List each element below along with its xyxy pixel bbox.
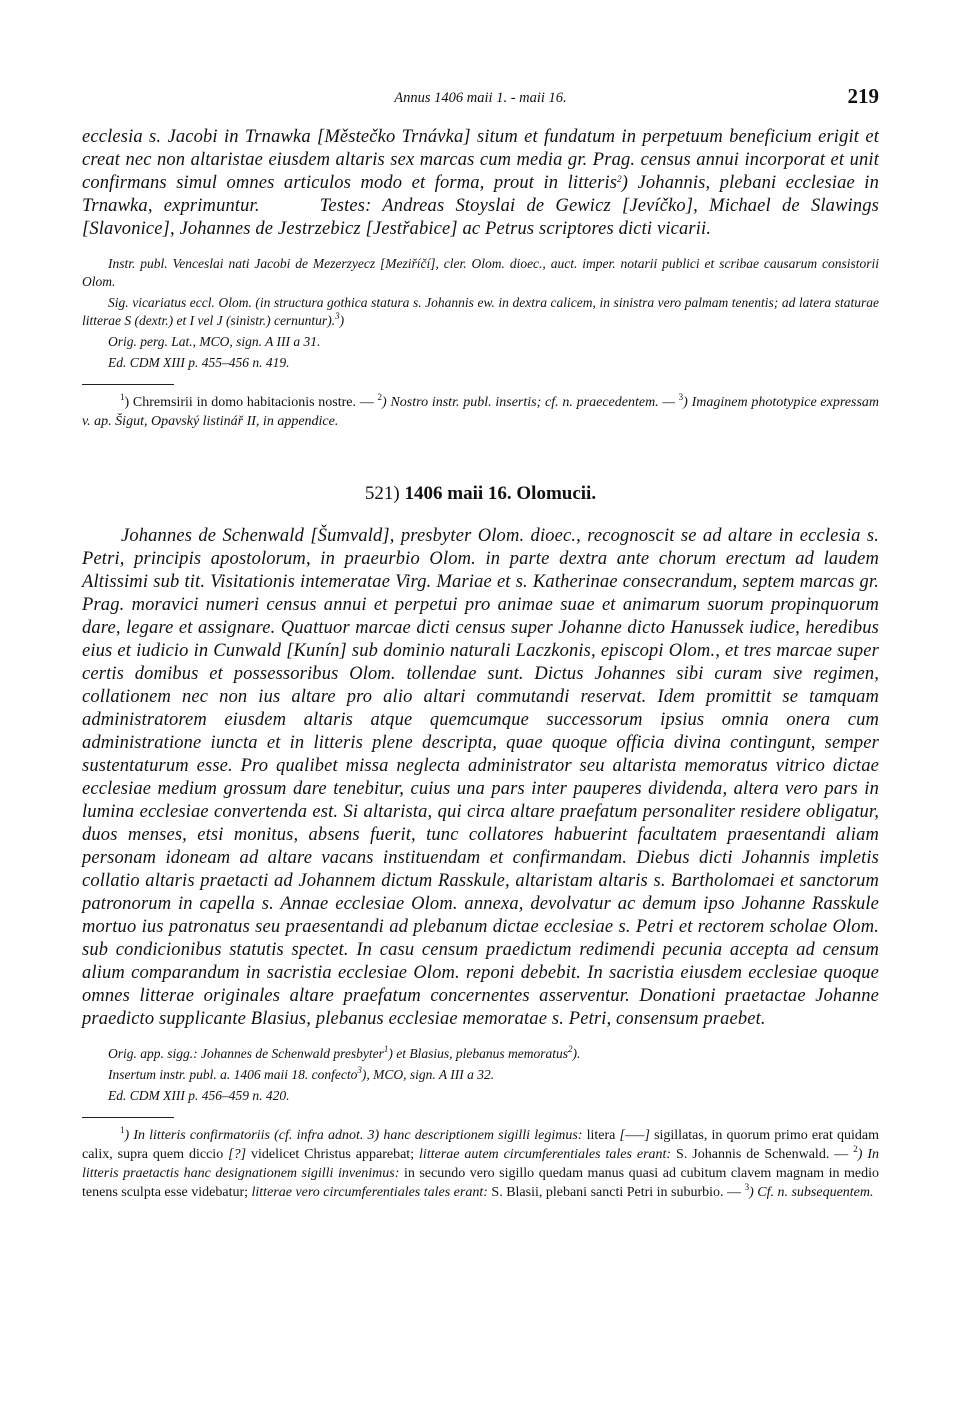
document-521-notes: [82, 1045, 879, 1105]
document-521-body: Johannes de Schenwald [Šumvald], presbyter Olom. dioec., recognoscit se ad altare in ecclesia s. Petri, principis apostolorum, in praeurbio Olom. in parte dextra ante chorum erectum ad laudem Altissimi sub tit. Visitationis intemeratae Virg. Mariae et s. Katherinae consecrandum, septem marcas gr. Prag. moravici numeri census annui et perpetui pro animae suae et animarum suorum propinquorum dare, legare et assignare. Quattuor marcae dicti census super Johanne dicto Hanussek iudice, heredibus eius et iudicio in Cunwald [Kunín] sub dominio naturali Laczkonis, episcopi Olom., et tres marcae super certis domibus et possessoribus Olom. tollendae sunt. Dictus Johannes sibi curam sive regimen, collationem nec non ius altare pro alio altari commutandi reservat. Idem promittit se tamquam administratorem eiusdem altaris atque quemcumque successorum ipsius omnia onera cum administratione iuncta et in litteris plene descripta, quae quoque officia divina contingunt, semper sustentaturum esse. Pro qualibet missa neglecta administrator seu altarista memoratus vitrico dictae ecclesiae medium grossum dare tenebitur, cuius una pars inter pauperes dividenda, altera vero pars in lumina ecclesiae convertenda est. Si altarista, qui circa altare praefatum personaliter residere obligatur, duos menses, etsi monitus, absens fuerit, tunc collatores habuerint facultatem praesentandi aliam personam idoneam ad altare vacans instituendam et confirmandam. Diebus dicti Johannis impletis collatio altaris praetacti ad Johannem dictum Rasskule, altaristam altaris s. Bartholomaei et sanctorum patronorum in capella s. Annae ecclesiae Olom. annexa, devolvatur ac demum ipso Johanne Rasskule mortuo ius patronatus seu praesentandi ad plebanum dictae ecclesiae s. Petri et rectorem scholae Olom. sub condicionibus statutis spectet. In casu censum praedictum redimendi pecunia accepta ad censum alium comparandum in sacristia ecclesiae Olom. reponi debebit. In sacristia eiusdem ecclesiae quoque omnes litterae originales altare praefatum concernentes asserventur. Donationi praetactae Johanne praedicto supplicante Blasius, plebanus ecclesiae memoratae s. Petri, consensum praebet.: [82, 526, 879, 1029]
note-text: ), MCO, sign. A III a 32.: [361, 1067, 495, 1082]
note-text: ) et Blasius, plebanus memoratus: [388, 1046, 568, 1061]
footnote-marker: 3: [678, 392, 684, 402]
witnesses-text: Testes: Andreas Stoyslai de Gewicz [Jevíčko], Michael de Slawings [Slavonice], Johannes de Jestrzebicz [Jestřabice] ac Petrus scriptores dicti vicarii.: [82, 196, 879, 239]
footnote-ref: 2: [567, 1044, 573, 1054]
footnote-2-text: ) In litteris praetactis hanc designationem sigilli invenimus:: [82, 1147, 880, 1181]
footnote-3: ) Imaginem phototypice expressam v. ap. Šigut, Opavský listinář II, in appendice.: [82, 395, 879, 429]
footnote-marker: 2: [377, 392, 383, 402]
note-text: ).: [572, 1046, 581, 1061]
footnote-1-lacuna: [—–]: [619, 1128, 650, 1143]
document-date-place: 1406 maii 16. Olomucii.: [404, 483, 597, 504]
footnote-2-quote: S. Blasii, plebani sancti Petri in suburbio. —: [487, 1185, 745, 1200]
footnote-1-quote: litera: [582, 1128, 620, 1143]
note-seal: [82, 294, 879, 330]
footnote-ref: 3: [357, 1065, 362, 1075]
footnote-divider: [82, 384, 174, 385]
footnote-2-quote: in secundo vero sigillo quedam manus quasi ad cubitum clavem magnam in medio tenens sculpta esse videbatur;: [82, 1166, 879, 1200]
footnote-1: ) Chremsirii in domo habitacionis nostre. —: [124, 395, 374, 410]
text-segment: ) Johannis, plebani ecclesiae in Trnawka, exprimuntur.: [82, 173, 879, 216]
text-segment: ecclesia s. Jacobi in Trnawka [Městečko Trnávka] situm et fundatum in perpetuum beneficium erigit et creat nec non altaristae eiusdem altaris sex marcas cum media gr. Prag. census annui incorporat et unit confirmans simul omnes articulos modo et forma, prout in litteris: [82, 127, 879, 193]
document-520-notes: [82, 255, 879, 372]
footnote-1-quote: sigillatas, in quorum primo erat quidam calix, supra quem diccio: [82, 1128, 879, 1162]
footnote-marker: 2: [853, 1144, 858, 1154]
footnote-1-uncertain: [?]: [228, 1147, 247, 1162]
note-text: Insertum instr. publ. a. 1406 maii 18. confecto: [108, 1067, 358, 1082]
footnote-1-quote: S. Johannis de Schenwald. —: [671, 1147, 854, 1162]
footnote-2: ) Nostro instr. publ. insertis; cf. n. praecedentem. —: [382, 395, 675, 410]
running-head: [82, 84, 879, 112]
footnote-2-text: litterae vero circumferentiales tales erant:: [251, 1185, 488, 1200]
document-number: 521): [364, 483, 400, 504]
footnote-3-text: ) Cf. n. subsequentem.: [749, 1185, 874, 1200]
document-page: [82, 84, 879, 1202]
note-original: [82, 1045, 879, 1063]
footnote-ref: 3: [335, 311, 340, 321]
document-521-heading: [82, 483, 879, 505]
footnotes-521: [82, 1126, 879, 1202]
footnote-ref: 1: [383, 1044, 389, 1054]
footnote-divider: [82, 1117, 174, 1118]
note-instrument: Instr. publ. Venceslai nati Jacobi de Mezerzyecz [Meziříčí], cler. Olom. dioec., auct. imper. notarii publici et scribae causarum consistorii Olom.: [82, 256, 879, 289]
note-original: Orig. perg. Lat., MCO, sign. A III a 31.: [108, 334, 321, 349]
document-520-continuation: [82, 126, 879, 241]
footnote-ref: 2: [617, 174, 622, 184]
note-edition: Ed. CDM XIII p. 455–456 n. 419.: [108, 355, 290, 370]
footnote-1-text: ) In litteris confirmatoriis (cf. infra adnot. 3) hanc descriptionem sigilli legimus:: [124, 1128, 583, 1143]
footnote-marker: 3: [744, 1182, 750, 1192]
note-edition: Ed. CDM XIII p. 456–459 n. 420.: [108, 1088, 290, 1103]
running-title: Annus 1406 maii 1. - maii 16.: [394, 90, 567, 106]
note-seal-end: ): [339, 313, 345, 328]
note-seal-text: Sig. vicariatus eccl. Olom. (in structura gothica statura s. Johannis ew. in dextra calicem, in sinistra vero palmam tenentis; ad latera staturae litterae S (dextr.) et I vel J (sinistr.) cernuntur).: [82, 295, 879, 328]
footnote-marker: 1: [120, 392, 125, 402]
footnote-1-quote: videlicet Christus apparebat;: [246, 1147, 420, 1162]
footnotes-520: [82, 393, 879, 431]
footnote-marker: 1: [120, 1125, 125, 1135]
page-number: 219: [847, 84, 879, 108]
note-text: Orig. app. sigg.: Johannes de Schenwald presbyter: [108, 1046, 384, 1061]
footnote-1-text: litterae autem circumferentiales tales erant:: [419, 1147, 672, 1162]
note-inserted: [82, 1066, 879, 1084]
